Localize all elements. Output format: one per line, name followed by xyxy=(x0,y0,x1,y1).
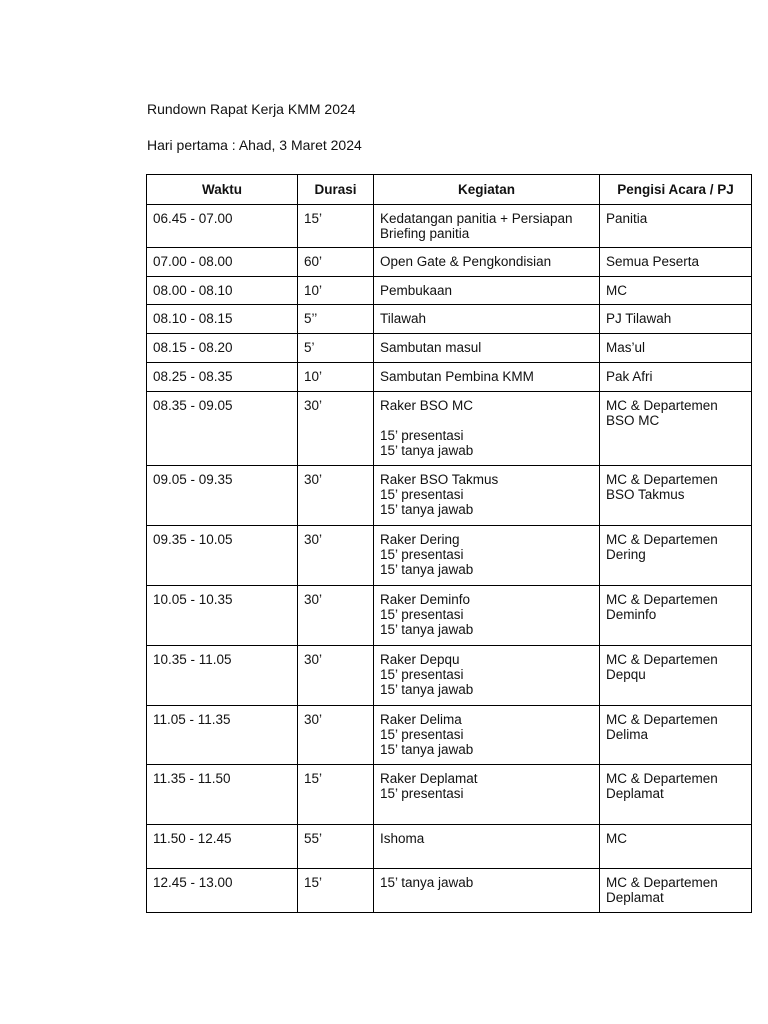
cell-pengisi-line: Semua Peserta xyxy=(606,254,700,269)
cell-kegiatan xyxy=(374,646,600,706)
header-kegiatan: Kegiatan xyxy=(374,175,600,205)
cell-kegiatan-line: Kedatangan panitia + Persiapan xyxy=(380,211,573,226)
table-row xyxy=(147,869,752,913)
cell-pengisi-line: Deminfo xyxy=(606,607,657,622)
table-row xyxy=(147,363,752,392)
cell-waktu: 10.05 - 10.35 xyxy=(147,586,298,646)
cell-pengisi-line: Pak Afri xyxy=(606,369,653,384)
cell-pengisi-line: MC xyxy=(606,831,627,846)
cell-kegiatan-line: 15’ tanya jawab xyxy=(380,875,474,890)
cell-durasi: 15’ xyxy=(298,869,374,913)
cell-pengisi-line: MC & Departemen xyxy=(606,875,718,890)
cell-kegiatan xyxy=(374,765,600,825)
table-row xyxy=(147,334,752,363)
cell-pengisi-line: MC & Departemen xyxy=(606,712,718,727)
cell-waktu: 09.35 - 10.05 xyxy=(147,526,298,586)
cell-kegiatan xyxy=(374,526,600,586)
cell-waktu: 08.35 - 09.05 xyxy=(147,392,298,466)
cell-kegiatan-line: Pembukaan xyxy=(380,283,453,298)
cell-durasi: 30’ xyxy=(298,706,374,765)
header-pengisi: Pengisi Acara / PJ xyxy=(600,175,752,205)
cell-kegiatan xyxy=(374,392,600,466)
cell-pengisi-line: BSO MC xyxy=(606,413,660,428)
table-row xyxy=(147,205,752,248)
cell-kegiatan-line: 15’ presentasi xyxy=(380,727,464,742)
cell-waktu: 06.45 - 07.00 xyxy=(147,205,298,248)
cell-pengisi xyxy=(600,825,752,869)
cell-durasi: 10’ xyxy=(298,363,374,392)
table-row xyxy=(147,305,752,334)
cell-waktu: 08.15 - 08.20 xyxy=(147,334,298,363)
cell-kegiatan-line: 15’ presentasi xyxy=(380,428,464,443)
table-header-row xyxy=(147,175,752,205)
cell-kegiatan-line: 15’ presentasi xyxy=(380,667,464,682)
table-row xyxy=(147,646,752,706)
cell-pengisi xyxy=(600,586,752,646)
cell-durasi: 5’ xyxy=(298,334,374,363)
cell-waktu: 11.50 - 12.45 xyxy=(147,825,298,869)
cell-pengisi xyxy=(600,334,752,363)
cell-kegiatan-line: Tilawah xyxy=(380,311,427,326)
cell-kegiatan-line: Briefing panitia xyxy=(380,226,470,241)
cell-kegiatan-line: 15’ tanya jawab xyxy=(380,502,474,517)
cell-kegiatan-line: Raker Deplamat xyxy=(380,771,478,786)
cell-kegiatan-line: Raker BSO MC xyxy=(380,398,474,413)
cell-kegiatan xyxy=(374,305,600,334)
cell-kegiatan xyxy=(374,334,600,363)
document-subtitle: Hari pertama : Ahad, 3 Maret 2024 xyxy=(147,137,362,153)
cell-waktu: 08.10 - 08.15 xyxy=(147,305,298,334)
cell-pengisi xyxy=(600,305,752,334)
cell-pengisi-line: Panitia xyxy=(606,211,648,226)
cell-pengisi-line: MC xyxy=(606,283,627,298)
cell-kegiatan-line: 15’ tanya jawab xyxy=(380,443,474,458)
cell-kegiatan-line: 15’ presentasi xyxy=(380,607,464,622)
cell-pengisi-line: Depqu xyxy=(606,667,646,682)
table-row xyxy=(147,466,752,526)
cell-kegiatan-line: Raker Dering xyxy=(380,532,460,547)
cell-pengisi-line: Mas’ul xyxy=(606,340,646,355)
document-title: Rundown Rapat Kerja KMM 2024 xyxy=(147,101,356,117)
cell-pengisi xyxy=(600,392,752,466)
cell-kegiatan xyxy=(374,248,600,277)
cell-pengisi-line: Dering xyxy=(606,547,646,562)
cell-waktu: 11.05 - 11.35 xyxy=(147,706,298,765)
cell-durasi: 15’ xyxy=(298,765,374,825)
cell-kegiatan-line xyxy=(380,413,593,428)
cell-kegiatan-line: 15’ presentasi xyxy=(380,547,464,562)
table-row xyxy=(147,706,752,765)
cell-pengisi xyxy=(600,277,752,305)
cell-durasi: 30’ xyxy=(298,646,374,706)
rundown-table xyxy=(146,174,752,913)
cell-pengisi-line: MC & Departemen xyxy=(606,652,718,667)
cell-durasi: 60’ xyxy=(298,248,374,277)
table-row xyxy=(147,526,752,586)
table-row xyxy=(147,277,752,305)
table-row xyxy=(147,765,752,825)
cell-kegiatan xyxy=(374,825,600,869)
cell-durasi: 55’ xyxy=(298,825,374,869)
cell-durasi: 15’ xyxy=(298,205,374,248)
table-row xyxy=(147,586,752,646)
cell-waktu: 09.05 - 09.35 xyxy=(147,466,298,526)
cell-kegiatan-line: 15’ presentasi xyxy=(380,786,464,801)
table-body xyxy=(147,205,752,913)
cell-kegiatan-line: 15’ tanya jawab xyxy=(380,562,474,577)
cell-waktu: 12.45 - 13.00 xyxy=(147,869,298,913)
cell-pengisi-line: Delima xyxy=(606,727,649,742)
cell-pengisi xyxy=(600,706,752,765)
cell-waktu: 11.35 - 11.50 xyxy=(147,765,298,825)
cell-kegiatan-line: Raker BSO Takmus xyxy=(380,472,499,487)
table-row xyxy=(147,248,752,277)
cell-kegiatan-line: 15’ tanya jawab xyxy=(380,682,474,697)
cell-pengisi-line: MC & Departemen xyxy=(606,472,718,487)
cell-kegiatan-line: Raker Depqu xyxy=(380,652,460,667)
cell-pengisi-line: MC & Departemen xyxy=(606,532,718,547)
header-durasi: Durasi xyxy=(298,175,374,205)
cell-pengisi-line: PJ Tilawah xyxy=(606,311,672,326)
cell-pengisi xyxy=(600,646,752,706)
cell-kegiatan-line: Raker Delima xyxy=(380,712,462,727)
cell-kegiatan xyxy=(374,363,600,392)
cell-pengisi-line: Deplamat xyxy=(606,890,664,905)
cell-kegiatan-line: Open Gate & Pengkondisian xyxy=(380,254,552,269)
cell-durasi: 5’’ xyxy=(298,305,374,334)
cell-pengisi-line: MC & Departemen xyxy=(606,592,718,607)
header-waktu: Waktu xyxy=(147,175,298,205)
cell-kegiatan xyxy=(374,466,600,526)
cell-waktu: 08.00 - 08.10 xyxy=(147,277,298,305)
cell-kegiatan xyxy=(374,706,600,765)
cell-kegiatan-line: Sambutan Pembina KMM xyxy=(380,369,534,384)
cell-kegiatan-line: Ishoma xyxy=(380,831,425,846)
cell-pengisi-line: MC & Departemen xyxy=(606,398,718,413)
cell-pengisi xyxy=(600,869,752,913)
cell-waktu: 08.25 - 08.35 xyxy=(147,363,298,392)
cell-durasi: 30’ xyxy=(298,392,374,466)
cell-kegiatan-line: 15’ tanya jawab xyxy=(380,742,474,757)
cell-durasi: 30’ xyxy=(298,526,374,586)
cell-pengisi xyxy=(600,205,752,248)
cell-pengisi xyxy=(600,526,752,586)
cell-pengisi-line: BSO Takmus xyxy=(606,487,685,502)
cell-durasi: 30’ xyxy=(298,586,374,646)
cell-kegiatan xyxy=(374,277,600,305)
cell-kegiatan-line: 15’ presentasi xyxy=(380,487,464,502)
cell-kegiatan-line: Raker Deminfo xyxy=(380,592,471,607)
cell-pengisi-line: Deplamat xyxy=(606,786,664,801)
table-row xyxy=(147,825,752,869)
cell-pengisi xyxy=(600,765,752,825)
cell-waktu: 10.35 - 11.05 xyxy=(147,646,298,706)
cell-kegiatan xyxy=(374,586,600,646)
cell-waktu: 07.00 - 08.00 xyxy=(147,248,298,277)
cell-durasi: 10’ xyxy=(298,277,374,305)
cell-pengisi xyxy=(600,248,752,277)
table-row xyxy=(147,392,752,466)
cell-pengisi xyxy=(600,363,752,392)
cell-durasi: 30’ xyxy=(298,466,374,526)
cell-kegiatan xyxy=(374,869,600,913)
cell-kegiatan xyxy=(374,205,600,248)
cell-pengisi xyxy=(600,466,752,526)
cell-kegiatan-line: 15’ tanya jawab xyxy=(380,622,474,637)
cell-kegiatan-line: Sambutan masul xyxy=(380,340,482,355)
cell-pengisi-line: MC & Departemen xyxy=(606,771,718,786)
